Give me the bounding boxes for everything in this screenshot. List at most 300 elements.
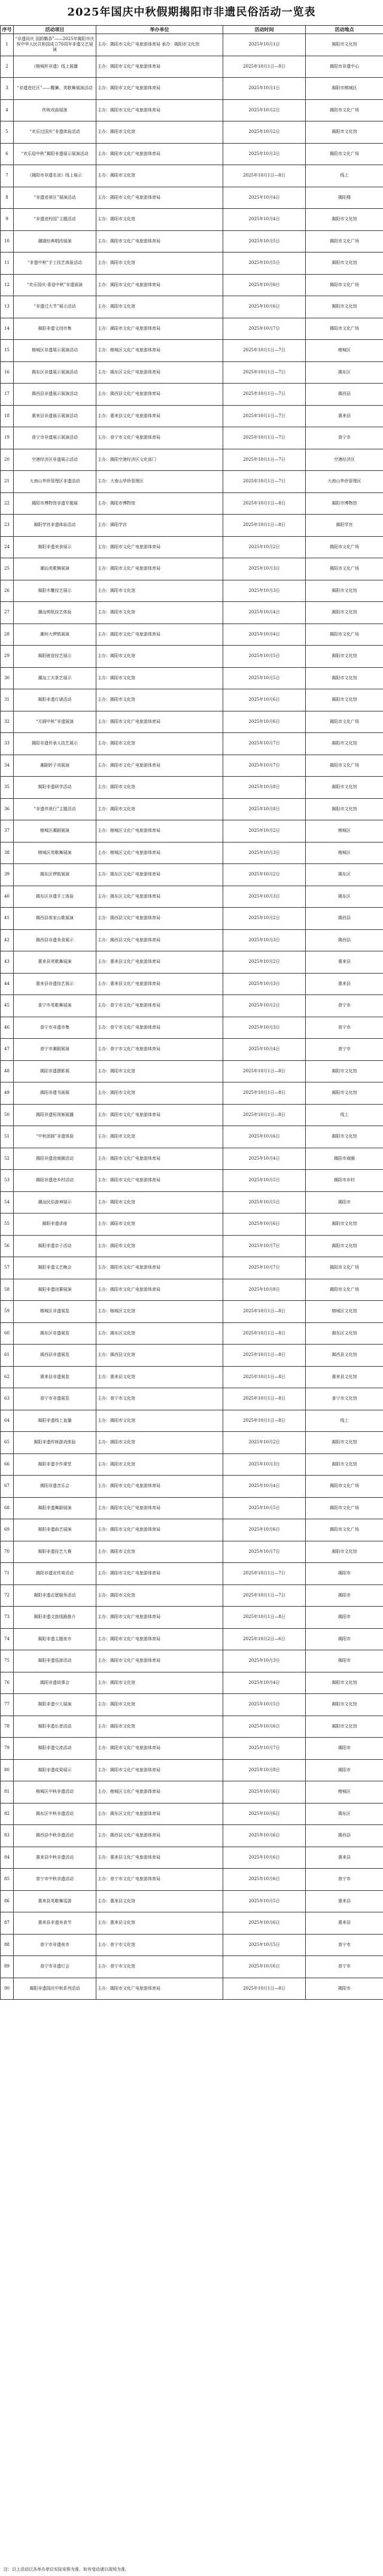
cell-place: 揭阳市文化馆 [306, 733, 383, 755]
table-row [1, 1672, 383, 1694]
cell-organizer: 主办：惠来县文化馆 [96, 1912, 223, 1935]
cell-activity: 潮剧折子戏展演 [14, 755, 96, 777]
cell-no: 13 [1, 296, 14, 318]
cell-organizer: 主办：揭阳市文化馆 [96, 1672, 223, 1694]
cell-place: 揭阳市文化馆 [306, 253, 383, 275]
cell-place: 揭西县 [306, 929, 383, 951]
cell-place: 揭阳市文化馆 [306, 1432, 383, 1454]
table-row [1, 56, 383, 78]
cell-time: 2025年10月5日 [223, 1934, 306, 1956]
cell-organizer: 主办：揭西县文化广电旅游体育局 [96, 929, 223, 951]
cell-place: 揭阳市 [306, 1759, 383, 1781]
table-row [1, 1170, 383, 1192]
cell-place: 揭阳市文化广场 [306, 711, 383, 733]
cell-time: 2025年10月1日—8日 [223, 1388, 306, 1410]
table-row [1, 667, 383, 689]
cell-time: 2025年10月1日—8日 [223, 1104, 306, 1126]
cell-activity: 揭阳非遗短视频展播 [14, 1104, 96, 1126]
table-row [1, 361, 383, 384]
cell-place: 揭阳市乡村 [306, 1170, 383, 1192]
cell-organizer: 主办：揭阳市文化广电旅游体育局 [96, 1476, 223, 1498]
table-row [1, 842, 383, 864]
cell-time: 2025年10月2日 [223, 820, 306, 843]
cell-no: 42 [1, 929, 14, 951]
cell-activity: 揭西县非遗展览 [14, 1345, 96, 1367]
cell-activity: 揭阳嵌瓷技艺展示 [14, 646, 96, 668]
cell-activity: 空港经济区非遗展示活动 [14, 449, 96, 471]
cell-organizer: 主办：揭东区文化广电旅游体育局 [96, 864, 223, 886]
cell-time: 2025年10月6日 [223, 1781, 306, 1803]
cell-no: 44 [1, 973, 14, 995]
cell-activity: “欢乐国庆·喜迎中秋”非遗展演 [14, 274, 96, 296]
cell-no: 31 [1, 689, 14, 711]
cell-time: 2025年10月1日—8日 [223, 165, 306, 187]
table-row [1, 886, 383, 908]
cell-organizer: 主办：揭阳市文化馆 [96, 209, 223, 231]
cell-time: 2025年10月6日 [223, 689, 306, 711]
cell-no: 33 [1, 733, 14, 755]
cell-organizer: 主办：揭阳市文化广电旅游体育局 [96, 755, 223, 777]
cell-activity: 揭阳市博物馆非遗专题展 [14, 492, 96, 515]
cell-place: 揭阳市文化广场 [306, 624, 383, 646]
table-row [1, 1432, 383, 1454]
cell-organizer: 主办：榕城区文化广电旅游体育局 [96, 820, 223, 843]
cell-organizer: 主办：揭阳市文化馆 [96, 1716, 223, 1738]
cell-activity: 揭阳非遗音乐会 [14, 1476, 96, 1498]
cell-organizer: 主办：普宁市文化广电旅游体育局 [96, 427, 223, 449]
cell-place: 惠来县文化馆 [306, 1366, 383, 1388]
cell-time: 2025年10月1日—8日 [223, 1978, 306, 2000]
cell-place: 揭阳市文化馆 [306, 1082, 383, 1105]
cell-no: 24 [1, 536, 14, 558]
cell-organizer: 主办：揭阳市博物馆 [96, 492, 223, 515]
cell-place: 普宁市 [306, 1934, 383, 1956]
cell-place: 揭阳市文化广场 [306, 558, 383, 580]
cell-place: 揭阳市文化广场 [306, 1279, 383, 1301]
cell-place: 揭阳市 [306, 1978, 383, 2000]
cell-organizer: 主办：大南山华侨管理区 [96, 471, 223, 493]
table-row [1, 1191, 383, 1214]
cell-place: 揭阳市 [306, 1563, 383, 1585]
cell-time: 2025年10月3日 [223, 842, 306, 864]
cell-place: 榕城区 [306, 1781, 383, 1803]
cell-no: 6 [1, 143, 14, 165]
cell-activity: 揭阳非遗文艺晚会 [14, 1257, 96, 1279]
cell-organizer: 主办：揭阳市文化馆 [96, 1541, 223, 1563]
cell-activity: 揭阳非遗国庆中秋系列活动 [14, 1978, 96, 2000]
table-row [1, 536, 383, 558]
table-row [1, 951, 383, 974]
cell-no: 9 [1, 209, 14, 231]
cell-organizer: 主办：普宁市文化馆 [96, 1934, 223, 1956]
cell-organizer: 主办：揭阳市文化馆 [96, 165, 223, 187]
cell-no: 46 [1, 1017, 14, 1039]
cell-place: 榕城区 [306, 842, 383, 864]
cell-no: 18 [1, 405, 14, 427]
cell-organizer: 主办：惠来县文化馆 [96, 1366, 223, 1388]
cell-place: 线上 [306, 1410, 383, 1432]
table-row [1, 1060, 383, 1082]
table-row [1, 1759, 383, 1781]
cell-activity: “非遗伴我行”主题活动 [14, 798, 96, 820]
cell-organizer: 主办：普宁市文化馆 [96, 1956, 223, 1978]
cell-time: 2025年10月7日 [223, 733, 306, 755]
cell-no: 87 [1, 1912, 14, 1935]
cell-no: 79 [1, 1738, 14, 1760]
cell-no: 66 [1, 1453, 14, 1476]
cell-activity: 揭阳非遗美食展示 [14, 536, 96, 558]
table-row [1, 1366, 383, 1388]
cell-time: 2025年10月1日—8日 [223, 492, 306, 515]
cell-no: 55 [1, 1214, 14, 1236]
cell-no: 4 [1, 99, 14, 121]
cell-activity: 揭阳非遗志愿服务活动 [14, 1584, 96, 1607]
table-row [1, 1869, 383, 1891]
cell-time: 2025年10月1日—7日 [223, 384, 306, 406]
table-row [1, 1716, 383, 1738]
table-row [1, 274, 383, 296]
cell-time: 2025年10月6日 [223, 1912, 306, 1935]
cell-time: 2025年10月6日 [223, 1825, 306, 1847]
cell-organizer: 主办：揭阳市文化馆 [96, 667, 223, 689]
cell-time: 2025年10月6日 [223, 1803, 306, 1825]
cell-organizer: 主办：普宁市文化广电旅游体育局 [96, 1017, 223, 1039]
cell-no: 14 [1, 318, 14, 340]
cell-place: 揭阳学宫 [306, 515, 383, 537]
cell-time: 2025年10月5日 [223, 1191, 306, 1214]
cell-activity: 揭东区非遗手工体验 [14, 886, 96, 908]
table-row [1, 1825, 383, 1847]
cell-no: 11 [1, 253, 14, 275]
cell-activity: 惠来县非遗技艺展示 [14, 973, 96, 995]
cell-activity: 揭西县中秋非遗活动 [14, 1825, 96, 1847]
cell-activity: 普宁市非遗灯会 [14, 1956, 96, 1978]
table-row [1, 755, 383, 777]
cell-organizer: 主办：揭阳市文化馆 [96, 1432, 223, 1454]
cell-organizer: 主办：揭阳市文化广电旅游体育局 [96, 1628, 223, 1650]
table-row [1, 908, 383, 930]
cell-organizer: 主办：揭东区文化广电旅游体育局 [96, 361, 223, 384]
cell-no: 54 [1, 1191, 14, 1214]
table-row [1, 515, 383, 537]
cell-organizer: 主办：揭阳市文化广电旅游体育局 [96, 1104, 223, 1126]
cell-place: 线上 [306, 165, 383, 187]
table-row [1, 1956, 383, 1978]
cell-time: 2025年10月5日 [223, 1694, 306, 1716]
cell-activity: 揭阳非遗文创市集 [14, 318, 96, 340]
cell-activity: 揭阳非遗传承人技艺展示 [14, 733, 96, 755]
cell-place: 揭阳市文化馆 [306, 1694, 383, 1716]
cell-no: 75 [1, 1650, 14, 1672]
cell-time: 2025年10月3日 [223, 143, 306, 165]
cell-organizer: 主办：揭阳市文化馆 [96, 1060, 223, 1082]
cell-time: 2025年10月1日—8日 [223, 1060, 306, 1082]
cell-organizer: 主办：揭西县文化广电旅游体育局 [96, 384, 223, 406]
table-row [1, 1934, 383, 1956]
cell-no: 84 [1, 1847, 14, 1869]
cell-place: 揭西县 [306, 908, 383, 930]
cell-place: 揭阳市文化馆 [306, 667, 383, 689]
cell-place: 线上 [306, 1104, 383, 1126]
cell-place: 惠来县 [306, 1912, 383, 1935]
cell-place: 揭西县 [306, 384, 383, 406]
cell-organizer: 主办：榕城区文化广电旅游体育局 [96, 340, 223, 362]
cell-time: 2025年10月6日 [223, 1716, 306, 1738]
col-header-time: 活动时间 [223, 26, 306, 34]
cell-time: 2025年10月6日 [223, 1847, 306, 1869]
cell-time: 2025年10月8日 [223, 777, 306, 799]
cell-activity: 揭阳非遗传统游戏体验 [14, 1432, 96, 1454]
cell-time: 2025年10月5日 [223, 667, 306, 689]
cell-no: 1 [1, 34, 14, 56]
table-row [1, 1978, 383, 2000]
cell-place: 揭阳市 [306, 1584, 383, 1607]
table-row [1, 820, 383, 843]
cell-organizer: 主办：普宁市文化广电旅游体育局 [96, 995, 223, 1017]
cell-time: 2025年10月6日 [223, 296, 306, 318]
cell-no: 35 [1, 777, 14, 799]
table-row [1, 929, 383, 951]
cell-no: 86 [1, 1890, 14, 1912]
cell-no: 71 [1, 1563, 14, 1585]
cell-no: 34 [1, 755, 14, 777]
cell-time: 2025年10月6日 [223, 1519, 306, 1541]
cell-organizer: 主办：揭阳市文化广电旅游体育局 [96, 1170, 223, 1192]
cell-activity: 揭阳非遗主题夜市 [14, 1628, 96, 1650]
cell-no: 69 [1, 1519, 14, 1541]
cell-place: 惠来县 [306, 1890, 383, 1912]
cell-organizer: 主办：揭阳市文化馆 [96, 253, 223, 275]
cell-no: 57 [1, 1257, 14, 1279]
cell-no: 37 [1, 820, 14, 843]
table-row [1, 1584, 383, 1607]
table-row [1, 1214, 383, 1236]
cell-activity: 揭阳非遗长者活动 [14, 1716, 96, 1738]
cell-organizer: 主办：揭阳市文化广电旅游体育局 [96, 1607, 223, 1629]
cell-time: 2025年10月4日 [223, 1148, 306, 1170]
cell-no: 20 [1, 449, 14, 471]
cell-organizer: 主办：揭阳市文化广电旅游体育局 [96, 1257, 223, 1279]
cell-organizer: 主办：揭阳市文化馆 [96, 1082, 223, 1105]
cell-activity: “中秋团圆”非遗体验 [14, 1126, 96, 1148]
cell-activity: 揭西县非遗美食展示 [14, 929, 96, 951]
cell-no: 51 [1, 1126, 14, 1148]
cell-organizer: 主办：揭阳市文化馆 [96, 1453, 223, 1476]
cell-activity: 潮汕英歌舞展演 [14, 558, 96, 580]
cell-place: 揭阳市 [306, 1628, 383, 1650]
cell-no: 19 [1, 427, 14, 449]
cell-time: 2025年10月3日 [223, 973, 306, 995]
cell-organizer: 主办：揭阳市文化馆 [96, 777, 223, 799]
cell-organizer: 主办：揭阳市文化广电旅游体育局 [96, 78, 223, 100]
cell-activity: 揭阳非遗亲子活动 [14, 1235, 96, 1257]
table-row [1, 1563, 383, 1585]
cell-no: 3 [1, 78, 14, 100]
cell-time: 2025年10月3日 [223, 580, 306, 602]
cell-time: 2025年10月4日 [223, 624, 306, 646]
cell-no: 83 [1, 1825, 14, 1847]
cell-organizer: 主办：惠来县文化广电旅游体育局 [96, 1847, 223, 1869]
cell-no: 25 [1, 558, 14, 580]
cell-no: 26 [1, 580, 14, 602]
cell-organizer: 主办：揭阳市文化广电旅游体育局 [96, 143, 223, 165]
cell-activity: 潮汕工夫茶艺展示 [14, 667, 96, 689]
table-row [1, 1738, 383, 1760]
cell-place: 揭阳市文化广场 [306, 1497, 383, 1519]
table-row [1, 1803, 383, 1825]
cell-time: 2025年10月4日 [223, 1039, 306, 1061]
cell-activity: 揭阳非遗手作课堂 [14, 1453, 96, 1476]
table-row [1, 209, 383, 231]
cell-organizer: 主办：榕城区文化馆 [96, 1301, 223, 1323]
cell-organizer: 主办：揭阳市文化广电旅游体育局 [96, 1759, 223, 1781]
cell-activity: “非遗同庆 国韵飘香”——2025年揭阳市庆祝中华人民共和国成立76周年非遗文艺展演 [14, 34, 96, 56]
cell-place: 揭阳市文化广场 [306, 318, 383, 340]
cell-place: 榕城区 [306, 820, 383, 843]
cell-activity: “非遗进社区”——醒狮、英歌舞展演活动 [14, 78, 96, 100]
cell-organizer: 主办：揭阳学宫 [96, 515, 223, 537]
cell-place: 揭阳市文化馆 [306, 580, 383, 602]
cell-place: 揭阳市文化广场 [306, 1519, 383, 1541]
cell-activity: 惠来县非遗展览 [14, 1366, 96, 1388]
table-row [1, 34, 383, 56]
cell-place: 揭阳市 [306, 1191, 383, 1214]
cell-place: 揭阳市商圈 [306, 1148, 383, 1170]
cell-activity: 揭阳非遗研学活动 [14, 777, 96, 799]
cell-time: 2025年10月1日—7日 [223, 449, 306, 471]
table-row [1, 602, 383, 624]
cell-time: 2025年10月8日 [223, 1759, 306, 1781]
cell-no: 76 [1, 1672, 14, 1694]
cell-place: 揭阳市文化馆 [306, 777, 383, 799]
cell-no: 45 [1, 995, 14, 1017]
cell-place: 揭阳市文化馆 [306, 646, 383, 668]
table-row [1, 1607, 383, 1629]
cell-organizer: 主办：揭阳市文化馆 [96, 646, 223, 668]
cell-no: 82 [1, 1803, 14, 1825]
cell-no: 81 [1, 1781, 14, 1803]
cell-time: 2025年10月1日—8日 [223, 56, 306, 78]
cell-place: 揭阳市文化广场 [306, 274, 383, 296]
cell-place: 普宁市 [306, 1017, 383, 1039]
col-header-org: 举办单位 [96, 26, 223, 34]
cell-time: 2025年10月1日—8日 [223, 1301, 306, 1323]
cell-organizer: 主办：揭阳市文化广电旅游体育局 [96, 1978, 223, 2000]
cell-activity: 榕城区中秋非遗活动 [14, 1781, 96, 1803]
cell-no: 77 [1, 1694, 14, 1716]
cell-activity: 惠来县中秋非遗活动 [14, 1847, 96, 1869]
cell-time: 2025年10月2日 [223, 864, 306, 886]
table-header-row [1, 26, 383, 34]
cell-place: 揭阳市文化广场 [306, 230, 383, 253]
cell-place: 普宁市 [306, 1039, 383, 1061]
cell-no: 70 [1, 1541, 14, 1563]
cell-no: 52 [1, 1148, 14, 1170]
activity-table [0, 25, 383, 2000]
cell-organizer: 主办：揭阳市文化广电旅游体育局 [96, 230, 223, 253]
table-row [1, 1148, 383, 1170]
cell-no: 29 [1, 646, 14, 668]
table-row [1, 384, 383, 406]
cell-no: 7 [1, 165, 14, 187]
cell-time: 2025年10月5日 [223, 646, 306, 668]
table-row [1, 1519, 383, 1541]
cell-organizer: 主办：普宁市文化馆 [96, 1388, 223, 1410]
cell-time: 2025年10月6日 [223, 1214, 306, 1236]
cell-organizer: 主办：揭阳市文化馆 [96, 798, 223, 820]
cell-time: 2025年10月3日 [223, 1453, 306, 1476]
cell-no: 10 [1, 230, 14, 253]
table-row [1, 558, 383, 580]
table-row [1, 1541, 383, 1563]
table-row [1, 689, 383, 711]
cell-no: 28 [1, 624, 14, 646]
cell-activity: 揭阳非遗巡游活动 [14, 1650, 96, 1672]
cell-place: 揭东区 [306, 864, 383, 886]
cell-time: 2025年10月7日 [223, 318, 306, 340]
table-row [1, 187, 383, 209]
cell-no: 5 [1, 121, 14, 144]
cell-time: 2025年10月2日 [223, 536, 306, 558]
cell-organizer: 主办：揭阳市文化广电旅游体育局 [96, 56, 223, 78]
cell-time: 2025年10月7日 [223, 1738, 306, 1760]
cell-activity: 揭阳非遗进乡村活动 [14, 1170, 96, 1192]
cell-place: 惠来县 [306, 973, 383, 995]
cell-time: 2025年10月1日—7日 [223, 405, 306, 427]
cell-organizer: 主办：揭阳市文化广电旅游体育局 承办：揭阳市文化馆 [96, 34, 223, 56]
cell-activity: 普宁市非遗展示展演活动 [14, 427, 96, 449]
table-row [1, 624, 383, 646]
cell-activity: 潮汕民俗游神展示 [14, 1191, 96, 1214]
cell-place: 揭阳市文化馆 [306, 1716, 383, 1738]
cell-time: 2025年10月5日 [223, 1170, 306, 1192]
cell-no: 2 [1, 56, 14, 78]
cell-no: 67 [1, 1476, 14, 1498]
cell-no: 68 [1, 1497, 14, 1519]
cell-organizer: 主办：揭阳市文化馆 [96, 296, 223, 318]
cell-activity: 潮州大锣鼓展演 [14, 624, 96, 646]
cell-activity: 揭阳非遗技艺大赛 [14, 1541, 96, 1563]
cell-time: 2025年10月6日 [223, 1869, 306, 1891]
cell-place: 揭阳市文化馆 [306, 1060, 383, 1082]
cell-place: 普宁市文化馆 [306, 1388, 383, 1410]
table-row [1, 1126, 383, 1148]
cell-activity: 揭阳木雕技艺展示 [14, 580, 96, 602]
cell-place: 揭阳市博物馆 [306, 492, 383, 515]
cell-activity: 普宁市英歌舞展演 [14, 995, 96, 1017]
cell-time: 2025年10月1日—8日 [223, 1410, 306, 1432]
cell-time: 2025年10月1日 [223, 34, 306, 56]
cell-organizer: 主办：揭阳市文化广电旅游体育局 [96, 187, 223, 209]
table-row [1, 1497, 383, 1519]
cell-organizer: 主办：揭阳市文化广电旅游体育局 [96, 1563, 223, 1585]
cell-organizer: 主办：揭阳市文化广电旅游体育局 [96, 1497, 223, 1519]
table-row [1, 405, 383, 427]
cell-no: 63 [1, 1388, 14, 1410]
cell-activity: “欢乐迎中秋”揭阳非遗展示展演活动 [14, 143, 96, 165]
cell-time: 2025年10月1日—7日 [223, 427, 306, 449]
cell-no: 74 [1, 1628, 14, 1650]
cell-time: 2025年10月2日 [223, 908, 306, 930]
cell-activity: “非遗进校园”主题活动 [14, 209, 96, 231]
cell-activity: “欢乐过国庆”非遗体验活动 [14, 121, 96, 144]
table-row [1, 1781, 383, 1803]
cell-time: 2025年10月4日 [223, 209, 306, 231]
cell-organizer: 主办：揭阳市文化广电旅游体育局 [96, 1148, 223, 1170]
cell-no: 47 [1, 1039, 14, 1061]
cell-activity: 普宁市非遗夜市 [14, 1934, 96, 1956]
cell-no: 36 [1, 798, 14, 820]
